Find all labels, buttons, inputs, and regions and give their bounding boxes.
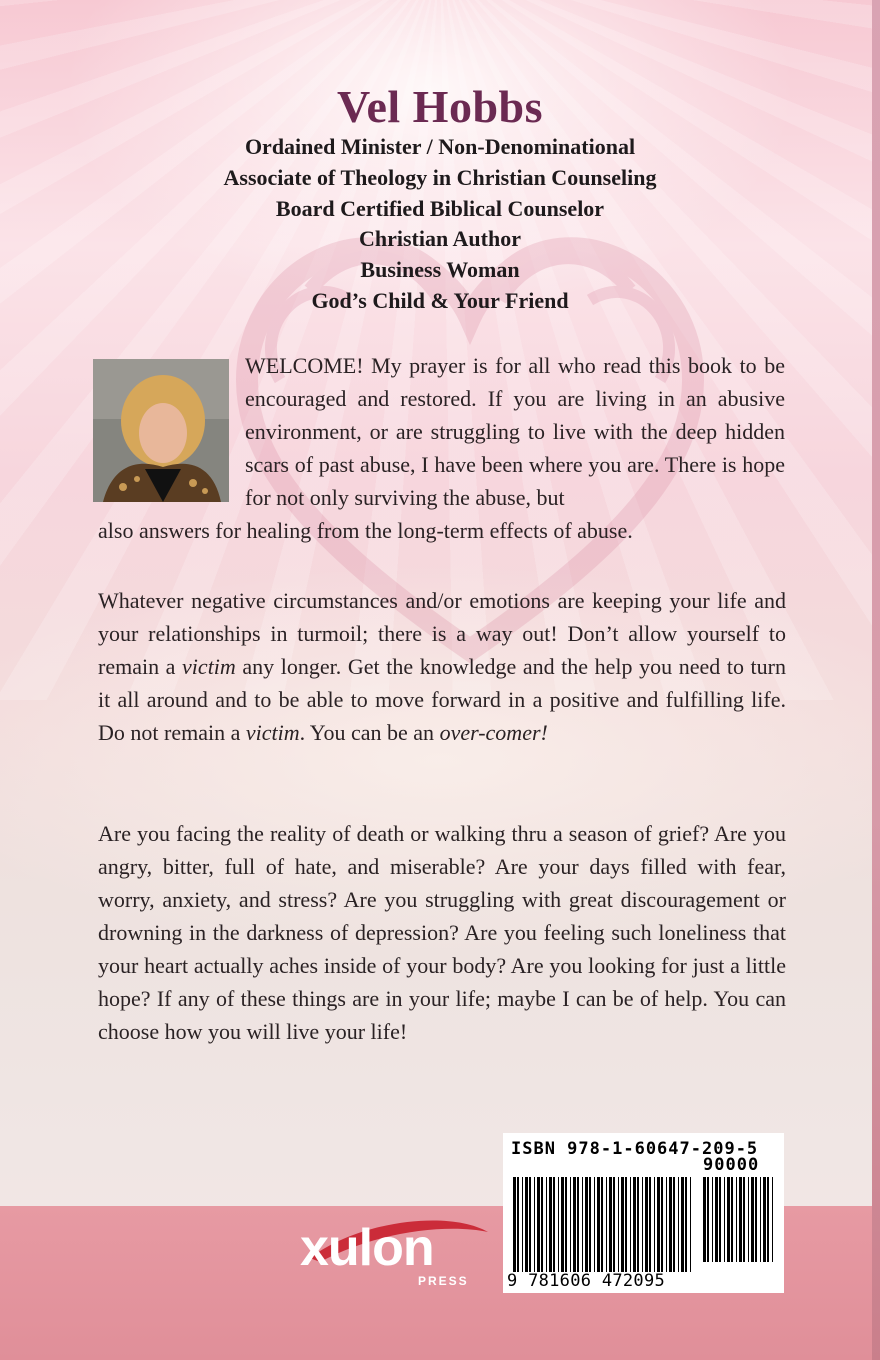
credential-line: Board Certified Biblical Counselor bbox=[275, 195, 605, 221]
barcode-icon bbox=[513, 1177, 695, 1272]
barcode-digits: 9 781606 472095 bbox=[507, 1271, 666, 1291]
welcome-paragraph-end: also answers for healing from the long-term effects of abuse. bbox=[98, 518, 633, 543]
emphasis-victim: victim bbox=[182, 654, 236, 679]
isbn-barcode bbox=[503, 1133, 784, 1293]
credential-line: Associate of Theology in Christian Counseling bbox=[223, 164, 657, 190]
text-run: Whatever negative circumstances and/or emotions are keeping your life and your relationships in turmoil; there is a way out! Don’t allow yourself to remain a bbox=[98, 588, 786, 679]
credential-line: Christian Author bbox=[359, 226, 521, 252]
logo-word: xulon bbox=[300, 1219, 434, 1277]
author-name: Vel Hobbs bbox=[336, 81, 544, 132]
emphasis-overcomer: over-comer! bbox=[439, 720, 548, 745]
overcomer-paragraph bbox=[98, 584, 786, 749]
questions-paragraph: Are you facing the reality of death or walking thru a season of grief? Are you angry, bitter, full of hate, and miserable? Are your days filled with fear, worry, anxiety, and stress? Are you struggling with great discouragement or drowning in the darkness of depression? Are you feeling such loneliness that your heart actually aches inside of your body? Are you looking for just a little hope? If any of these things are in your life; maybe I can be of help. You can choose how you will live your life! bbox=[98, 821, 786, 1044]
author-photo bbox=[93, 359, 229, 502]
emphasis-victim: victim bbox=[245, 720, 300, 745]
price-code: 90000 bbox=[703, 1155, 760, 1175]
logo-press: PRESS bbox=[418, 1274, 469, 1288]
text-run: . You can be an bbox=[299, 720, 440, 745]
welcome-paragraph: WELCOME! My prayer is for all who read this book to be encouraged and restored. If you are living in an abusive environment, or are struggling to live with the deep hidden scars of past abuse, I have been where you are. There is hope for not only surviving the abuse, but bbox=[245, 353, 785, 510]
isbn-label: ISBN 978-1-60647-209-5 bbox=[511, 1139, 759, 1159]
text-run: any longer. Get the knowledge and the help you need to turn it all around and to be able to move forward in a positive and fulfilling life. Do not remain a bbox=[98, 654, 786, 745]
xulon-press-logo bbox=[300, 1210, 490, 1300]
credential-line: Ordained Minister / Non-Denominational bbox=[244, 134, 636, 159]
barcode-addon-icon bbox=[703, 1177, 777, 1262]
credential-line: Business Woman bbox=[360, 257, 520, 283]
author-credentials bbox=[0, 132, 880, 317]
author-photo-icon bbox=[93, 359, 229, 502]
credential-line: God’s Child & Your Friend bbox=[311, 287, 569, 313]
